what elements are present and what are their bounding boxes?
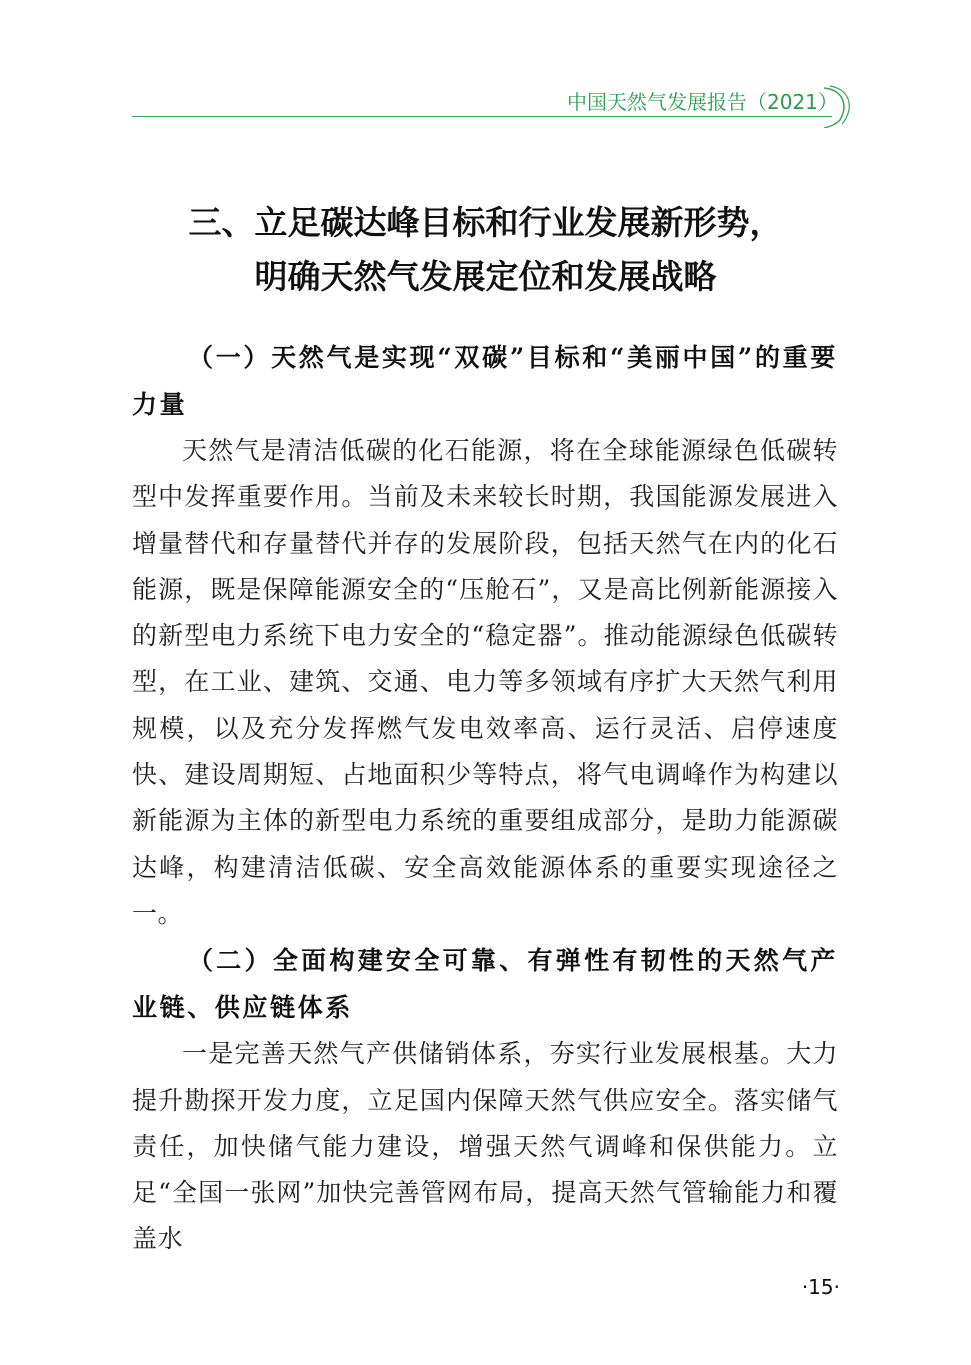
body-content [132, 334, 838, 1263]
section-paragraph-2: 一是完善天然气产供储销体系，夯实行业发展根基。大力提升勘探开发力度，立足国内保障天然气供应安全。落实储气责任，加快储气能力建设，增强天然气调峰和保供能力。立足“全国一张网”加快完善管网布局，提高天然气管输能力和覆盖水 [132, 1039, 838, 1254]
section-heading-1: （一）天然气是实现“双碳”目标和“美丽中国”的重要力量 [132, 343, 838, 419]
chapter-title [100, 196, 871, 304]
page-number: ·15· [801, 1275, 840, 1299]
chapter-title-line-2: 明确天然气发展定位和发展战略 [254, 257, 717, 296]
section-heading-2: （二）全面构建安全可靠、有弹性有韧性的天然气产业链、供应链体系 [132, 946, 838, 1023]
section-paragraph-1: 天然气是清洁低碳的化石能源，将在全球能源绿色低碳转型中发挥重要作用。当前及未来较长时期，我国能源发展进入增量替代和存量替代并存的发展阶段，包括天然气在内的化石能源，既是保障能源安全的“压舱石”，又是高比例新能源接入的新型电力系统下电力安全的“稳定器”。推动能源绿色低碳转型，在工业、建筑、交通、电力等多领域有序扩大天然气利用规模，以及充分发挥燃气发电效率高、运行灵活、启停速度快、建设周期短、占地面积少等特点，将气电调峰作为构建以新能源为主体的新型电力系统的重要组成部分，是助力能源碳达峰，构建清洁低碳、安全高效能源体系的重要实现途径之一。 [132, 436, 838, 928]
header-arc-decoration [818, 84, 858, 128]
running-header-title: 中国天然气发展报告（2021） [567, 90, 838, 114]
header-rule [132, 116, 832, 117]
chapter-title-line-1: 三、立足碳达峰目标和行业发展新形势， [188, 203, 783, 242]
